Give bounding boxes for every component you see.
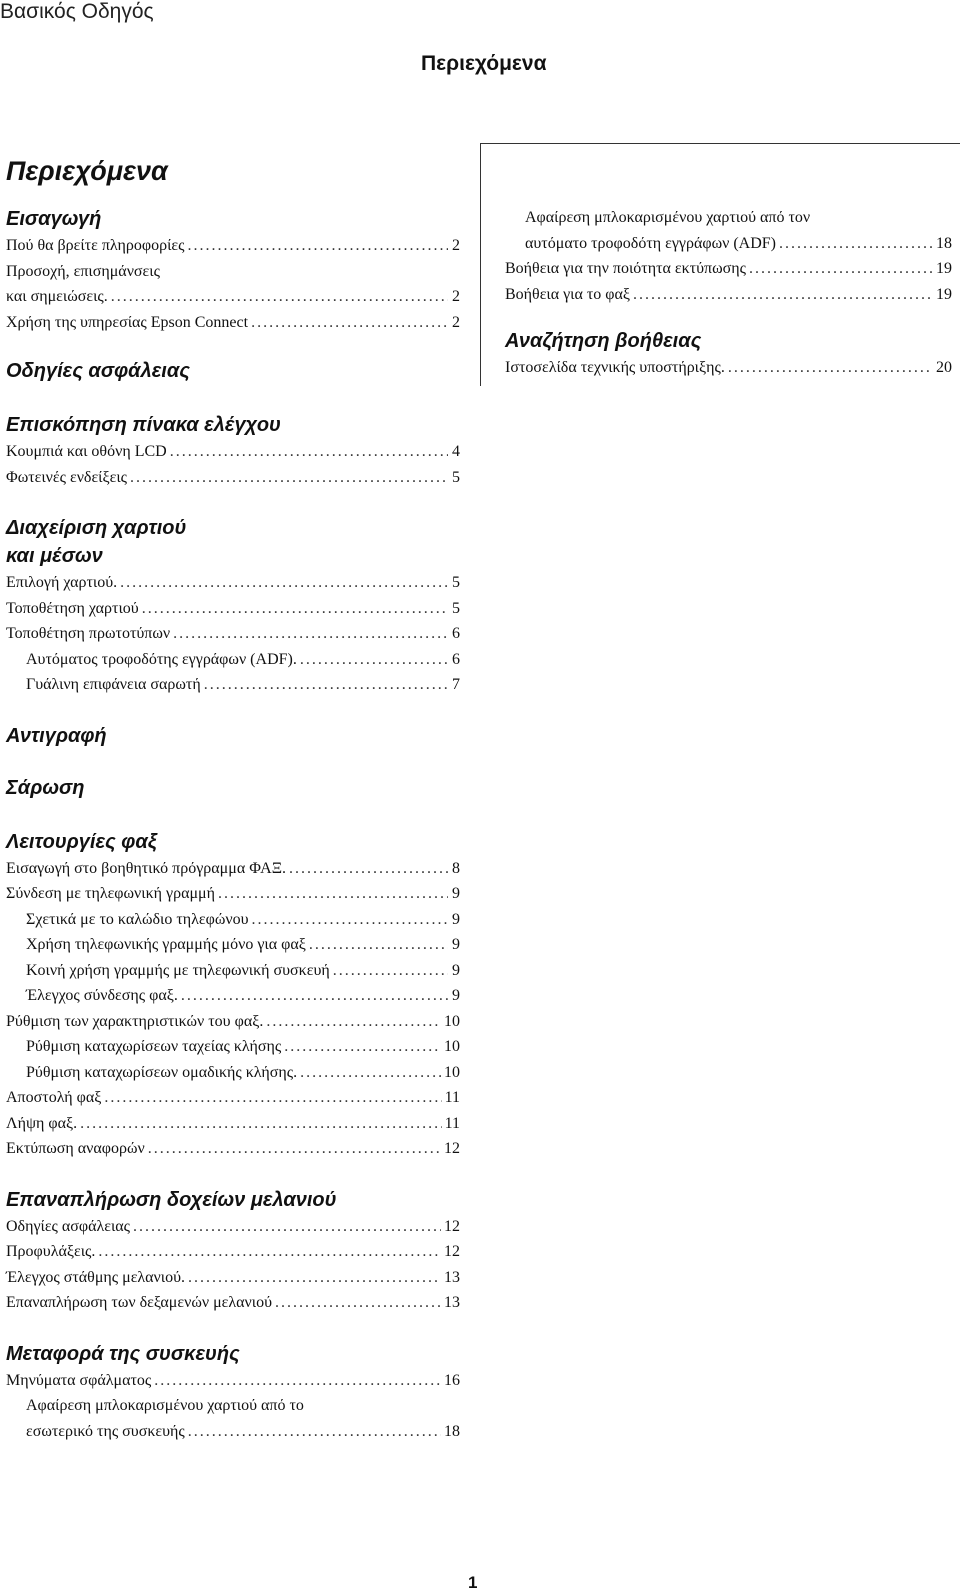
toc-entry[interactable]: Φωτεινές ενδείξεις ..... 5 bbox=[6, 465, 460, 491]
toc-entry[interactable]: Έλεγχος στάθμης μελανιού. ..... 13 bbox=[6, 1265, 460, 1291]
page-ref: 2 bbox=[452, 237, 460, 254]
toc-title: Περιεχόμενα bbox=[6, 156, 168, 186]
page-ref: 7 bbox=[452, 676, 460, 693]
section-title-panel[interactable]: Επισκόπηση πίνακα ελέγχου bbox=[6, 414, 281, 436]
toc-entry[interactable]: Μηνύματα σφάλματος ..... 16 bbox=[6, 1368, 460, 1394]
page-heading: Περιεχόμενα bbox=[421, 52, 547, 75]
section-title-safety[interactable]: Οδηγίες ασφάλειας bbox=[6, 360, 190, 382]
page-ref: 4 bbox=[452, 443, 460, 460]
page-ref: 16 bbox=[444, 1371, 460, 1389]
toc-entry[interactable]: Αποστολή φαξ ..... 11 bbox=[6, 1085, 460, 1111]
toc-subentry[interactable]: Γυάλινη επιφάνεια σαρωτή ..... 7 bbox=[6, 672, 460, 698]
page-ref: 10 bbox=[444, 1038, 460, 1055]
page-ref: 6 bbox=[452, 650, 460, 668]
page-ref: 8 bbox=[452, 859, 460, 877]
toc-subentry[interactable]: Κοινή χρήση γραμμής με τηλεφωνική συσκευή ..... 9 bbox=[6, 958, 460, 984]
page-ref: 2 bbox=[452, 313, 460, 331]
page-ref: 9 bbox=[452, 961, 460, 979]
toc-entry[interactable]: Κουμπιά και οθόνη LCD ..... 4 bbox=[6, 439, 460, 465]
page-ref: 19 bbox=[936, 260, 952, 277]
toc-entry[interactable]: Οδηγίες ασφάλειας ..... 12 bbox=[6, 1214, 460, 1240]
page-ref: 20 bbox=[936, 359, 952, 376]
section-title-ink[interactable]: Επαναπλήρωση δοχείων μελανιού bbox=[6, 1188, 337, 1211]
page-number: 1 bbox=[468, 1573, 478, 1592]
page-ref: 13 bbox=[444, 1294, 460, 1311]
section-title-fax[interactable]: Λειτουργίες φαξ bbox=[6, 830, 157, 853]
toc-left-column bbox=[6, 205, 460, 1444]
section-title-paper[interactable]: Διαχείριση χαρτιού bbox=[6, 517, 187, 539]
section-title-scan[interactable]: Σάρωση bbox=[6, 776, 85, 799]
section-title-paper-line2: και μέσων bbox=[6, 545, 103, 567]
page-ref: 5 bbox=[452, 574, 460, 591]
page-ref: 6 bbox=[452, 625, 460, 642]
page-ref: 9 bbox=[452, 987, 460, 1004]
page-ref: 5 bbox=[452, 599, 460, 617]
page-ref: 5 bbox=[452, 468, 460, 486]
toc-subentry[interactable]: Ρύθμιση καταχωρίσεων ταχείας κλήσης ..... 10 bbox=[6, 1034, 460, 1060]
page-ref: 13 bbox=[444, 1268, 460, 1286]
toc-entry[interactable]: Προφυλάξεις. ..... 12 bbox=[6, 1239, 460, 1265]
toc-entry[interactable]: Λήψη φαξ. ..... 11 bbox=[6, 1111, 460, 1137]
section-title-help[interactable]: Αναζήτηση βοήθειας bbox=[505, 330, 702, 352]
toc-entry[interactable]: Επαναπλήρωση των δεξαμενών μελανιού ..... 13 bbox=[6, 1290, 460, 1316]
toc-subentry[interactable]: Αφαίρεση μπλοκαρισμένου χαρτιού από το εσωτερικό της συσκευής ..... 18 bbox=[6, 1393, 460, 1444]
toc-entry[interactable]: Ρύθμιση των χαρακτηριστικών του φαξ. ..... 10 bbox=[6, 1009, 460, 1035]
section-title-transport[interactable]: Μεταφορά της συσκευής bbox=[6, 1342, 240, 1365]
page-ref: 19 bbox=[936, 285, 952, 303]
toc-entry[interactable]: Ιστοσελίδα τεχνικής υποστήριξης. ..... 20 bbox=[505, 355, 952, 381]
toc-entry[interactable]: Πού θα βρείτε πληροφορίες ..... 2 bbox=[6, 233, 460, 259]
toc-right-column bbox=[505, 205, 952, 381]
toc-entry[interactable]: Τοποθέτηση πρωτοτύπων ..... 6 bbox=[6, 621, 460, 647]
toc-subentry[interactable]: Ρύθμιση καταχωρίσεων ομαδικής κλήσης. ..... 10 bbox=[6, 1060, 460, 1086]
toc-entry[interactable]: Εκτύπωση αναφορών ..... 12 bbox=[6, 1136, 460, 1162]
toc-entry[interactable]: Τοποθέτηση χαρτιού ..... 5 bbox=[6, 596, 460, 622]
section-title-intro: Εισαγωγή bbox=[6, 208, 102, 230]
page-ref: 12 bbox=[444, 1243, 460, 1260]
page-ref: 9 bbox=[452, 910, 460, 928]
page-ref: 2 bbox=[452, 288, 460, 305]
page-ref: 9 bbox=[452, 936, 460, 953]
column-divider bbox=[480, 143, 481, 386]
toc-entry[interactable]: Σύνδεση με τηλεφωνική γραμμή ..... 9 bbox=[6, 881, 460, 907]
page-ref: 11 bbox=[444, 1089, 460, 1106]
toc-entry[interactable]: Επιλογή χαρτιού. ..... 5 bbox=[6, 570, 460, 596]
page-ref: 12 bbox=[444, 1140, 460, 1157]
page-ref: 18 bbox=[444, 1422, 460, 1440]
document-title: Βασικός Οδηγός bbox=[0, 0, 154, 23]
toc-subentry[interactable]: Χρήση τηλεφωνικής γραμμής μόνο για φαξ ..... 9 bbox=[6, 932, 460, 958]
toc-entry[interactable]: Βοήθεια για το φαξ ..... 19 bbox=[505, 282, 952, 308]
toc-subentry[interactable]: Σχετικά με το καλώδιο τηλεφώνου ..... 9 bbox=[6, 907, 460, 933]
section-title-copy[interactable]: Αντιγραφή bbox=[6, 724, 107, 747]
toc-subentry[interactable]: Αυτόματος τροφοδότης εγγράφων (ADF). ..... 6 bbox=[6, 647, 460, 673]
toc-subentry[interactable]: Έλεγχος σύνδεσης φαξ. ..... 9 bbox=[6, 983, 460, 1009]
page-ref: 11 bbox=[444, 1114, 460, 1132]
column-top-rule bbox=[480, 143, 960, 144]
toc-entry[interactable]: Προσοχή, επισημάνσεις και σημειώσεις. ..... 2 bbox=[6, 259, 460, 310]
page-ref: 10 bbox=[444, 1063, 460, 1081]
page-ref: 18 bbox=[936, 234, 952, 252]
toc-subentry[interactable]: Αφαίρεση μπλοκαρισμένου χαρτιού από τον αυτόματο τροφοδότη εγγράφων (ADF) ..... 18 bbox=[505, 205, 952, 256]
page-ref: 12 bbox=[444, 1217, 460, 1235]
toc-entry[interactable]: Χρήση της υπηρεσίας Epson Connect ..... 2 bbox=[6, 310, 460, 336]
toc-entry[interactable]: Εισαγωγή στο βοηθητικό πρόγραμμα ΦΑΞ. ..... 8 bbox=[6, 856, 460, 882]
toc-entry[interactable]: Βοήθεια για την ποιότητα εκτύπωσης ..... 19 bbox=[505, 256, 952, 282]
page-ref: 10 bbox=[444, 1012, 460, 1030]
page-ref: 9 bbox=[452, 885, 460, 902]
